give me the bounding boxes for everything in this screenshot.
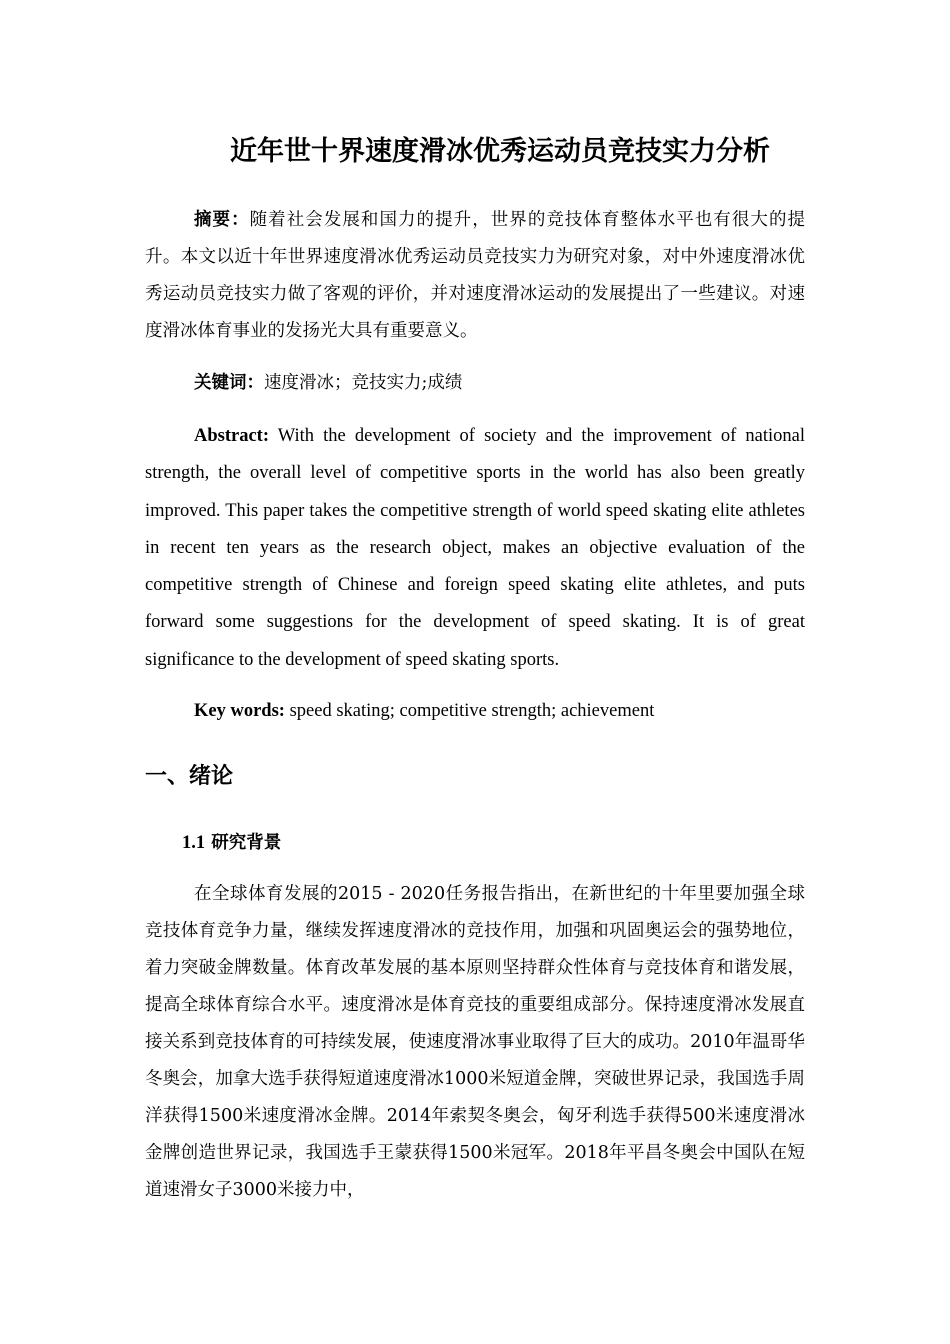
subsection-title: 研究背景	[211, 833, 282, 853]
subsection-heading	[182, 828, 281, 858]
section-heading: 一、绪论	[145, 764, 234, 789]
keywords-cn-text: 速度滑冰；竞技实力;成绩	[264, 373, 463, 393]
keywords-en-label: Key words:	[194, 701, 285, 721]
abstract-cn	[145, 202, 805, 350]
abstract-cn-text: 随着社会发展和国力的提升，世界的竞技体育整体水平也有很大的提升。本文以近十年世界速度滑冰优秀运动员竞技实力为研究对象，对中外速度滑冰优秀运动员竞技实力做了客观的评价，并对速度滑冰运动的发展提出了一些建议。对速度滑冰体育事业的发扬光大具有重要意义。	[145, 210, 805, 341]
subsection-number: 1.1	[182, 833, 206, 853]
abstract-en-label: Abstract:	[194, 426, 270, 446]
abstract-cn-label: 摘要：	[194, 210, 250, 230]
abstract-en	[145, 418, 805, 679]
keywords-en-text: speed skating; competitive strength; achievement	[284, 701, 655, 721]
keywords-en	[145, 693, 805, 730]
section-body: 在全球体育发展的2015 - 2020任务报告指出，在新世纪的十年里要加强全球竞技体育竞争力量，继续发挥速度滑冰的竞技作用，加强和巩固奥运会的强势地位，着力突破金牌数量。体育改革发展的基本原则坚持群众性体育与竞技体育和谐发展，提高全球体育综合水平。速度滑冰是体育竞技的重要组成部分。保持速度滑冰发展直接关系到竞技体育的可持续发展，使速度滑冰事业取得了巨大的成功。2010年温哥华冬奥会，加拿大选手获得短道速度滑冰1000米短道金牌，突破世界记录，我国选手周洋获得1500米速度滑冰金牌。2014年索契冬奥会，匈牙利选手获得500米速度滑冰金牌创造世界记录，我国选手王蒙获得1500米冠军。2018年平昌冬奥会中国队在短道速滑女子3000米接力中，	[145, 884, 805, 1200]
keywords-cn-label: 关键词：	[194, 373, 264, 393]
paper-title: 近年世十界速度滑冰优秀运动员竞技实力分析	[230, 136, 770, 167]
abstract-en-text: With the development of society and the improvement of national strength, the overall level of competitive sports in the world has also been greatly improved. This paper takes the competitive strength of world speed skating elite athletes in recent ten years as the research object, makes an objective evaluation of the competitive strength of Chinese and foreign speed skating elite athletes, and puts forward some suggestions for the development of speed skating. It is of great significance to the development of speed skating sports.	[145, 426, 805, 670]
keywords-cn	[145, 365, 805, 402]
